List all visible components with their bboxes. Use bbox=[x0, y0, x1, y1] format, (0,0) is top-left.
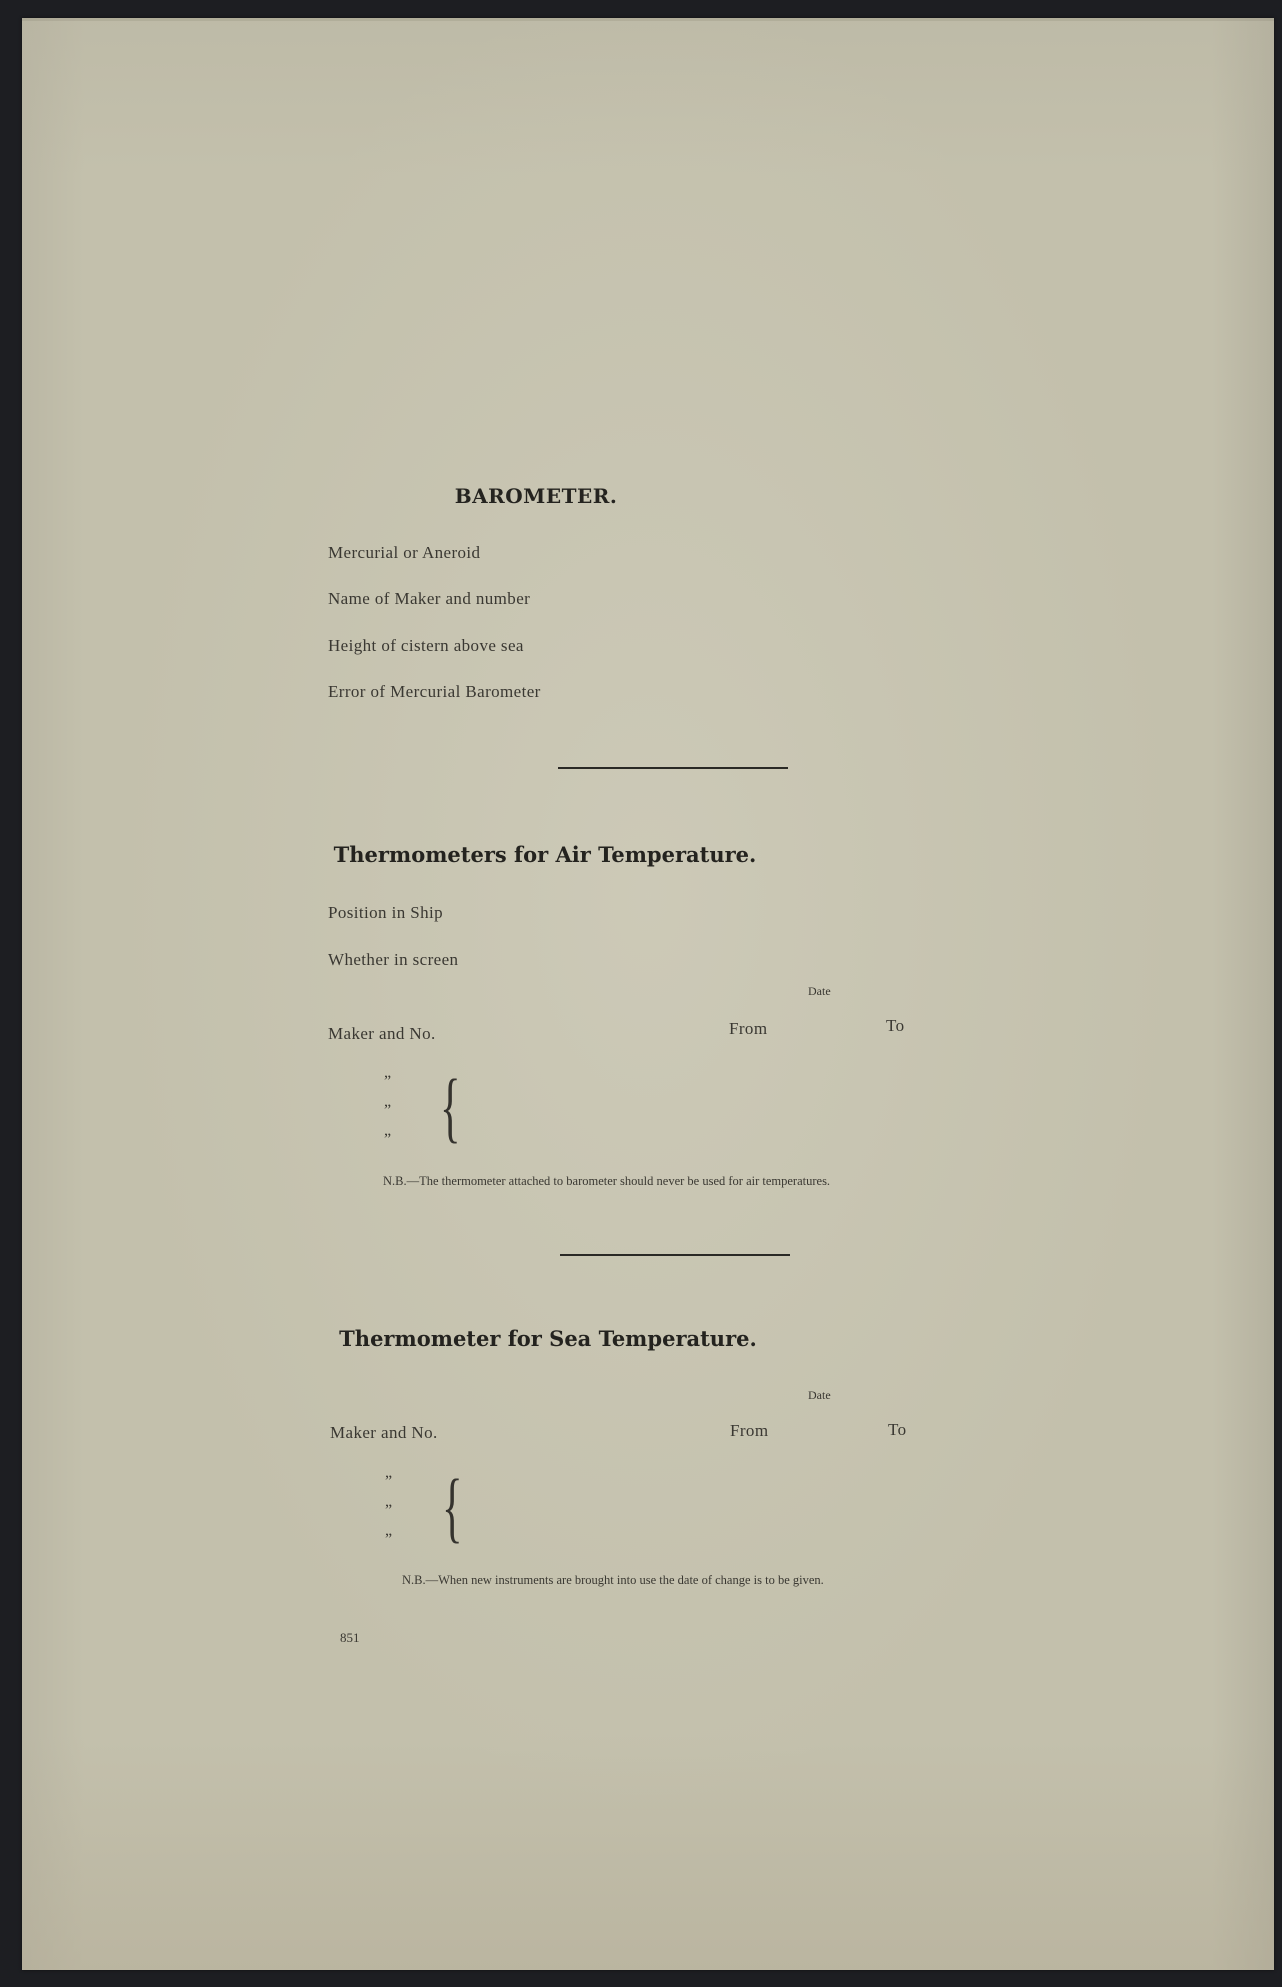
barometer-field-maker: Name of Maker and number bbox=[328, 589, 531, 608]
sea-ditto-mark: ” bbox=[385, 1531, 393, 1548]
sea-to-label: To bbox=[888, 1420, 907, 1439]
air-screen-label: Whether in screen bbox=[328, 950, 459, 969]
sea-maker-label: Maker and No. bbox=[330, 1423, 438, 1442]
sea-note: N.B.—When new instruments are brought into use the date of change is to be given. bbox=[402, 1573, 824, 1587]
sea-date-label: Date bbox=[808, 1388, 831, 1402]
air-position-label: Position in Ship bbox=[328, 903, 444, 922]
air-date-label: Date bbox=[808, 984, 831, 998]
air-ditto-mark: ” bbox=[384, 1073, 392, 1090]
barometer-field-error: Error of Mercurial Barometer bbox=[328, 682, 541, 701]
sea-thermometer-heading: Thermometer for Sea Temperature. bbox=[339, 1326, 757, 1351]
air-from-label: From bbox=[729, 1019, 768, 1038]
air-note: N.B.—The thermometer attached to barometer should never be used for air temperatures. bbox=[383, 1174, 831, 1188]
section-divider bbox=[560, 1254, 790, 1256]
sheet-edge bbox=[22, 18, 1274, 21]
barometer-heading: BAROMETER. bbox=[454, 484, 618, 508]
air-ditto-mark: ” bbox=[384, 1131, 392, 1148]
sea-ditto-mark: ” bbox=[385, 1473, 393, 1490]
air-maker-label: Maker and No. bbox=[328, 1024, 436, 1043]
form-number: 851 bbox=[340, 1630, 360, 1645]
sea-from-label: From bbox=[730, 1421, 769, 1440]
section-divider bbox=[558, 767, 788, 769]
sea-ditto-mark: ” bbox=[385, 1502, 393, 1519]
air-ditto-mark: ” bbox=[384, 1102, 392, 1119]
sea-brace: { bbox=[442, 1463, 463, 1550]
air-brace: { bbox=[440, 1063, 461, 1150]
air-thermometers-heading: Thermometers for Air Temperature. bbox=[333, 842, 757, 867]
form-sheet bbox=[22, 18, 1274, 1970]
air-to-label: To bbox=[886, 1016, 905, 1035]
barometer-field-height: Height of cistern above sea bbox=[328, 636, 524, 655]
barometer-field-type: Mercurial or Aneroid bbox=[328, 543, 481, 562]
